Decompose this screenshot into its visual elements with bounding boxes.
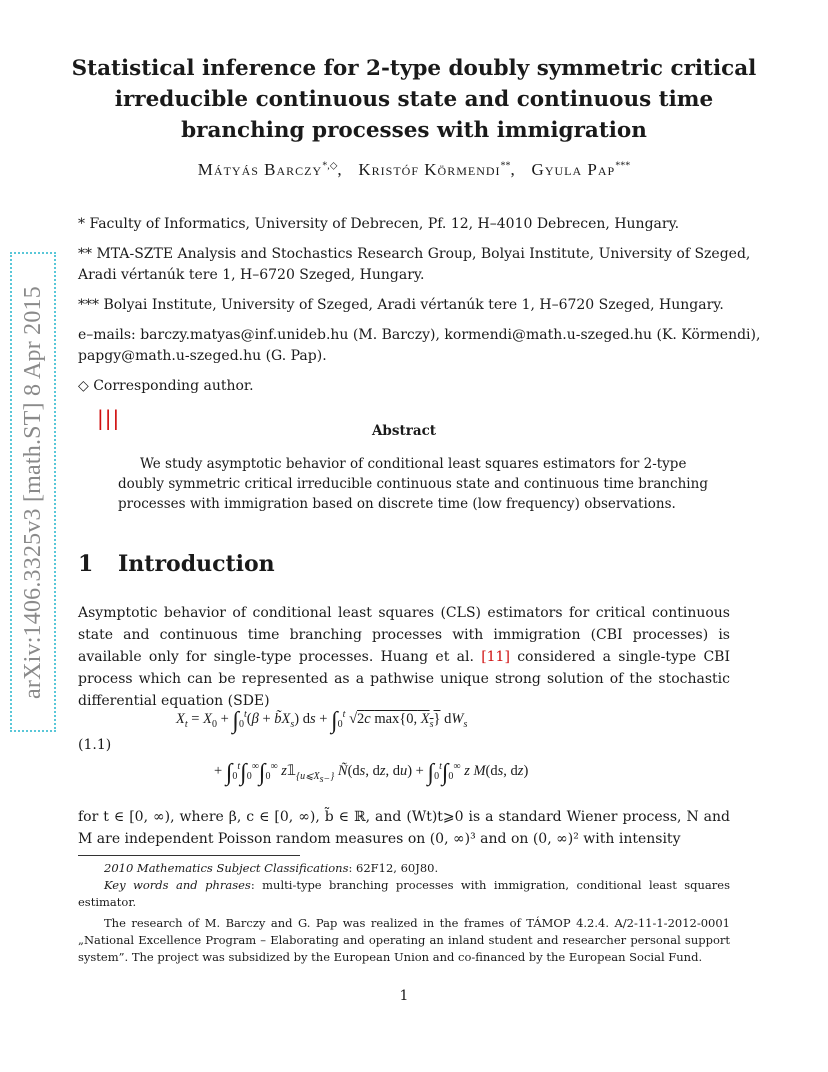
msc-footnote: 2010 Mathematics Subject Classifications: 62F12, 60J80.	[104, 861, 439, 875]
affiliations	[78, 214, 768, 406]
author-3: Gyula Pap***	[531, 160, 631, 179]
abstract-text: We study asymptotic behavior of conditional least squares estimators for 2-type doubly symmetric critical irreducible continuous state and continuous time branching processes with immigration based on discrete time (low frequency) observations.	[118, 456, 708, 512]
keywords-footnote: Key words and phrases: multi-type branching processes with immigration, conditional least squares estimator.	[78, 878, 730, 909]
footnotes	[78, 860, 730, 966]
page-number: 1	[399, 988, 409, 1004]
section-heading	[78, 551, 275, 577]
emails: e–mails: barczy.matyas@inf.unideb.hu (M. Barczy), kormendi@math.u-szeged.hu (K. Körmendi), papgy@math.u-szeged.hu (G. Pap).	[78, 327, 761, 364]
intro-paragraph: Asymptotic behavior of conditional least squares (CLS) estimators for critical continuous state and continuous time branching processes with immigration (CBI processes) is available only for single-type processes. Huang et al. [11] considered a single-type CBI process which can be represented as a pathwise unique strong solution of the stochastic differential equation (SDE)	[78, 605, 730, 709]
affiliation-3: *** Bolyai Institute, University of Szeged, Aradi vértanúk tere 1, H–6720 Szeged, Hungary.	[78, 297, 724, 313]
arxiv-stamp	[10, 252, 56, 732]
arxiv-stamp-text: arXiv:1406.3325v3 [math.ST] 8 Apr 2015	[19, 285, 46, 699]
footnote-rule	[78, 855, 300, 856]
red-marks: |||	[97, 406, 121, 430]
abstract-heading: Abstract	[371, 423, 437, 439]
paragraph-after-equation: for t ∈ [0, ∞), where β, c ∈ [0, ∞), b̃ ∈ ℝ, and (Wt)t⩾0 is a standard Wiener process, N and M are independent Poisson random measures on (0, ∞)³ and on (0, ∞)² with intensity	[78, 809, 730, 847]
paper-title: Statistical inference for 2-type doubly symmetric critical irreducible continuous state and continuous time branching processes with immigration	[71, 56, 757, 143]
corresponding-author: ◇ Corresponding author.	[78, 378, 254, 394]
equation-label: (1.1)	[78, 737, 112, 753]
author-2: Kristóf Körmendi**	[358, 160, 511, 179]
author-list: Mátyás Barczy*,◇, Kristóf Körmendi**, Gyula Pap***	[197, 160, 631, 179]
affiliation-2: ** MTA-SZTE Analysis and Stochastics Research Group, Bolyai Institute, University of Szeged, Aradi vértanúk tere 1, H–6720 Szeged, Hungary.	[78, 246, 751, 283]
funding-footnote: The research of M. Barczy and G. Pap was realized in the frames of TÁMOP 4.2.4. A/2-11-1-2012-0001 „National Excellence Program – Elaborating and operating an inland student and researcher personal support system”. The project was subsidized by the European Union and co-financed by the European Social Fund.	[78, 916, 730, 964]
affiliation-1: * Faculty of Informatics, University of Debrecen, Pf. 12, H–4010 Debrecen, Hungary.	[78, 216, 680, 232]
author-1: Mátyás Barczy*,◇	[197, 160, 338, 179]
equation-line-2: + $\int_0^t\int_0^\infty\int_0^\infty$ $z𝟙_{\{u⩽X_{s-}\}}$ Ñ(ds, dz, $du) + \int_0^t\int_0^\infty$ z M(ds, dz)	[214, 760, 529, 786]
section-number: 1	[78, 551, 94, 577]
citation-link[interactable]: [11]	[481, 649, 510, 665]
section-title: Introduction	[118, 551, 275, 577]
equation-line-1: $X_t = X_0 + \int_0^t(\beta$ + $b̃X_s$) ds + $\int_0^t$ √2c max{0, $X_s$} $dW_s$	[176, 708, 468, 734]
